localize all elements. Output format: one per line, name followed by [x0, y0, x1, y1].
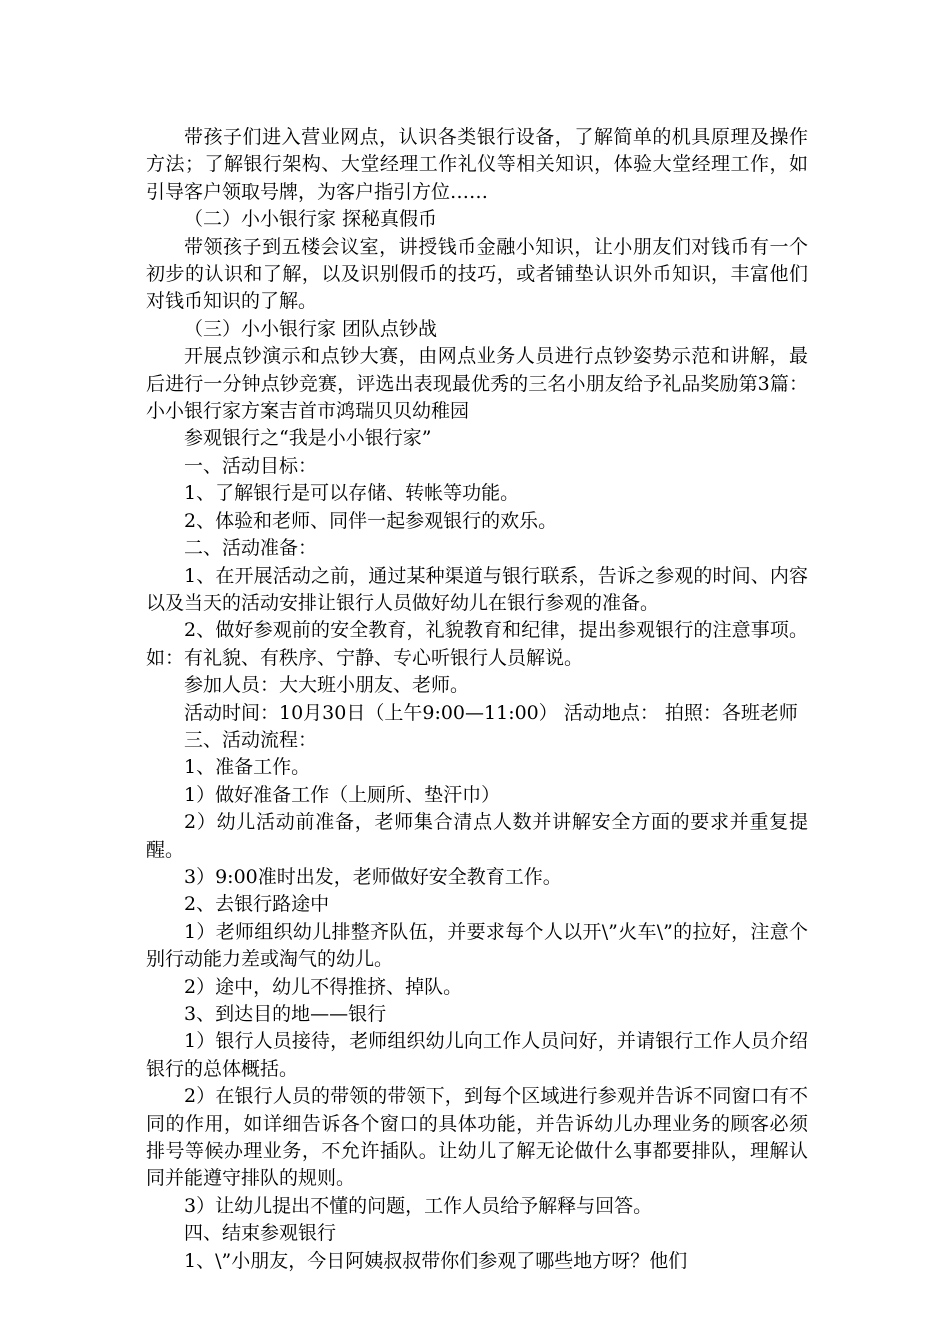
document-title: 参观银行之“我是小小银行家” [184, 427, 432, 450]
list-item: 2）幼儿活动前准备，老师集合清点人数并讲解安全方面的要求并重复提醒。 [146, 811, 808, 861]
paragraph: 开展点钞演示和点钞大赛，由网点业务人员进行点钞姿势示范和讲解，最后进行一分钟点钞竞赛，评选出表现最优秀的三名小朋友给予礼品奖励第3篇：小小银行家方案吉首市鸿瑞贝贝幼稚园 [146, 345, 808, 423]
list-item: 2、体验和老师、同伴一起参观银行的欢乐。 [184, 509, 558, 532]
section-heading: （二）小小银行家 探秘真假币 [184, 208, 438, 231]
list-item: 1、在开展活动之前，通过某种渠道与银行联系，告诉之参观的时间、内容以及当天的活动安排让银行人员做好幼儿在银行参观的准备。 [146, 564, 808, 614]
section-heading: 二、活动准备： [184, 537, 318, 560]
document-page [146, 124, 808, 1275]
paragraph: 参加人员：大大班小朋友、老师。 [184, 674, 470, 697]
section-heading: （三）小小银行家 团队点钞战 [184, 317, 438, 340]
paragraph: 带孩子们进入营业网点，认识各类银行设备，了解简单的机具原理及操作方法；了解银行架构、大堂经理工作礼仪等相关知识，体验大堂经理工作，如引导客户领取号牌，为客户指引方位…… [146, 126, 808, 203]
list-item: 3）9:00准时出发，老师做好安全教育工作。 [184, 865, 562, 888]
section-heading: 四、结束参观银行 [184, 1222, 337, 1245]
list-item: 3、到达目的地——银行 [184, 1003, 387, 1025]
list-item: 1、了解银行是可以存储、转帐等功能。 [184, 482, 520, 505]
list-item: 1）做好准备工作（上厕所、垫汗巾） [184, 783, 501, 806]
list-item: 1）银行人员接待，老师组织幼儿向工作人员问好，并请银行工作人员介绍银行的总体概括。 [146, 1030, 808, 1080]
list-item: 2、去银行路途中 [184, 893, 330, 916]
list-item: 3）让幼儿提出不懂的问题，工作人员给予解释与回答。 [184, 1194, 653, 1217]
section-heading: 三、活动流程： [184, 728, 318, 751]
paragraph: 带领孩子到五楼会议室，讲授钱币金融小知识，让小朋友们对钱币有一个初步的认识和了解，以及识别假币的技巧，或者铺垫认识外币知识，丰富他们对钱币知识的了解。 [146, 235, 808, 313]
section-heading: 一、活动目标： [184, 454, 318, 477]
list-item: 2、做好参观前的安全教育，礼貌教育和纪律，提出参观银行的注意事项。如：有礼貌、有秩序、宁静、专心听银行人员解说。 [146, 619, 808, 669]
paragraph: 活动时间：10月30日（上午9:00—11:00） 活动地点： 拍照：各班老师 [184, 701, 798, 724]
list-item: 2）在银行人员的带领的带领下，到每个区域进行参观并告诉不同窗口有不同的作用，如详细告诉各个窗口的具体功能，并告诉幼儿办理业务的顾客必须排号等候办理业务，不允许插队。让幼儿了解无论做什么事都要排队，理解认同并能遵守排队的规则。 [146, 1085, 808, 1190]
list-item: 1）老师组织幼儿排整齐队伍，并要求每个人以开\”火车\”的拉好，注意个别行动能力差或淘气的幼儿。 [146, 920, 808, 971]
list-item: 2）途中，幼儿不得推挤、掉队。 [184, 975, 463, 998]
list-item: 1、准备工作。 [184, 756, 311, 779]
list-item: 1、\”小朋友，今日阿姨叔叔带你们参观了哪些地方呀？他们 [184, 1249, 688, 1272]
